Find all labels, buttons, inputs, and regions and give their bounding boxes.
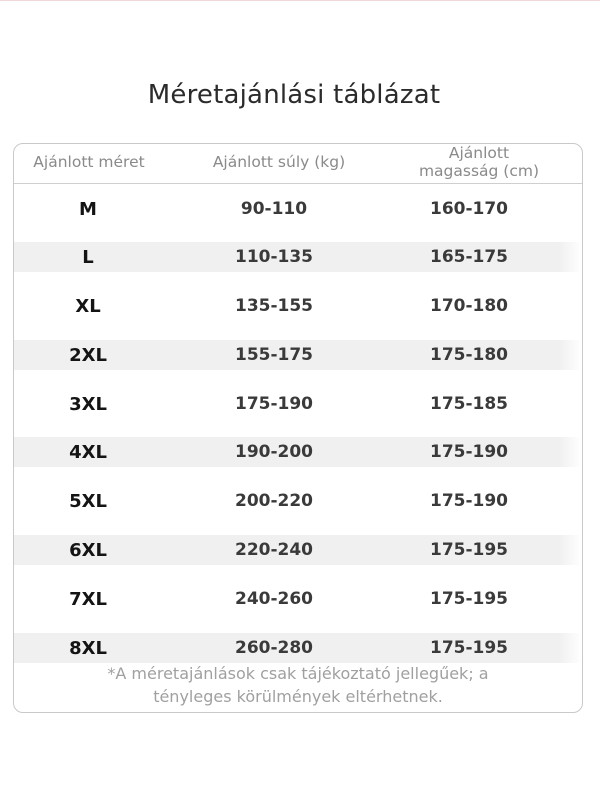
- header-height: [384, 144, 574, 182]
- weight-cell: 200-220: [234, 491, 314, 511]
- table-row: [14, 633, 582, 663]
- table-row: [14, 389, 582, 419]
- size-cell: M: [79, 198, 97, 220]
- table-row: [14, 194, 582, 224]
- table-row: [14, 340, 582, 370]
- size-cell: 7XL: [69, 588, 107, 610]
- header-height-line1: Ajánlott: [448, 144, 510, 163]
- size-cell: XL: [75, 295, 101, 317]
- height-cell: 175-195: [429, 589, 509, 609]
- footnote-line-2: tényleges körülmények eltérhetnek.: [153, 687, 443, 706]
- table-row: [14, 535, 582, 565]
- height-cell: 175-195: [429, 638, 509, 658]
- weight-cell: 190-200: [234, 442, 314, 462]
- weight-cell: 220-240: [234, 540, 314, 560]
- size-cell: 8XL: [69, 637, 107, 659]
- size-cell: L: [82, 246, 94, 268]
- header-size: Ajánlott méret: [33, 153, 145, 172]
- weight-cell: 240-260: [234, 589, 314, 609]
- header-height-line2: magasság (cm): [418, 162, 540, 180]
- size-cell: 4XL: [69, 441, 107, 463]
- disclaimer-footnote: [14, 662, 582, 708]
- table-row: [14, 584, 582, 614]
- height-cell: 175-190: [429, 491, 509, 511]
- height-cell: 160-170: [429, 199, 509, 219]
- weight-cell: 260-280: [234, 638, 314, 658]
- height-cell: 175-195: [429, 540, 509, 560]
- table-header: [14, 144, 582, 184]
- size-cell: 2XL: [69, 344, 107, 366]
- size-cell: 5XL: [69, 490, 107, 512]
- height-cell: 175-180: [429, 345, 509, 365]
- weight-cell: 135-155: [234, 296, 314, 316]
- top-divider: [0, 0, 600, 1]
- size-cell: 6XL: [69, 539, 107, 561]
- table-row: [14, 242, 582, 272]
- weight-cell: 175-190: [234, 394, 314, 414]
- table-row: [14, 486, 582, 516]
- table-row: [14, 437, 582, 467]
- weight-cell: 155-175: [234, 345, 314, 365]
- height-cell: 170-180: [429, 296, 509, 316]
- height-cell: 165-175: [429, 247, 509, 267]
- size-cell: 3XL: [69, 393, 107, 415]
- weight-cell: 110-135: [234, 247, 314, 267]
- header-weight: Ajánlott súly (kg): [212, 153, 346, 172]
- table-row: [14, 291, 582, 321]
- page-title: Méretajánlási táblázat: [147, 80, 441, 110]
- height-cell: 175-185: [429, 394, 509, 414]
- height-cell: 175-190: [429, 442, 509, 462]
- weight-cell: 90-110: [240, 199, 308, 219]
- size-chart-table: [13, 143, 583, 713]
- footnote-line-1: *A méretajánlások csak tájékoztató jellegűek; a: [107, 664, 489, 683]
